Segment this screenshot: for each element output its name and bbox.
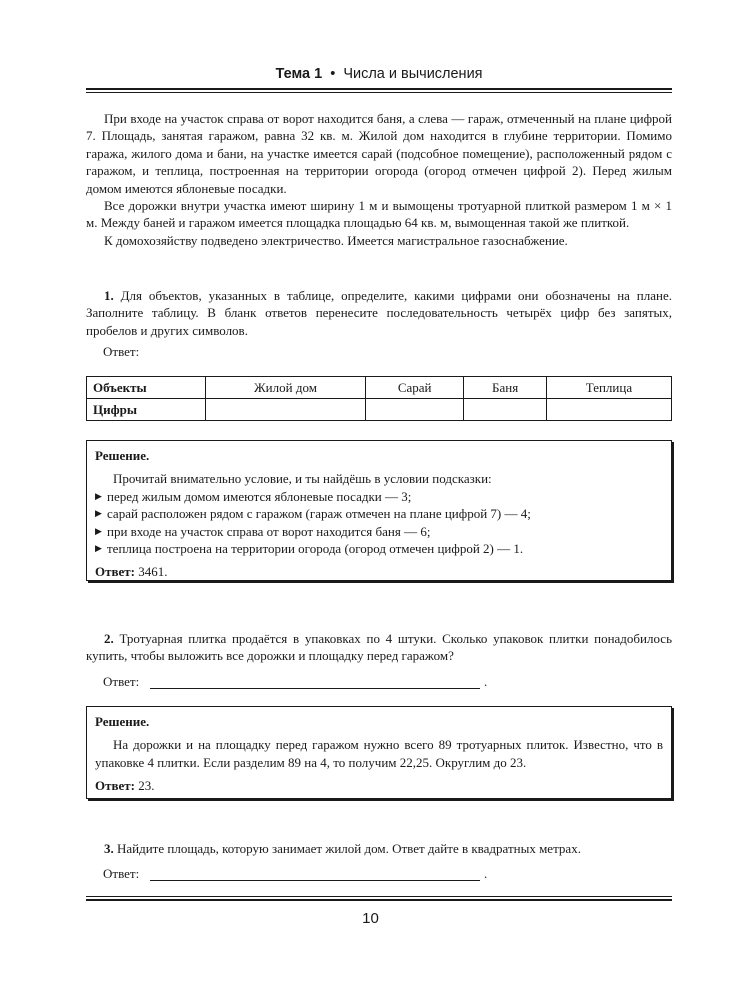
running-header bbox=[86, 66, 672, 82]
list-item: ▶ сарай расположен рядом с гаражом (гараж отмечен на плане цифрой 7) — 4; bbox=[95, 506, 531, 522]
digit-cell-bathhouse[interactable] bbox=[464, 399, 547, 421]
intro-paragraph-2: Все дорожки внутри участка имеют ширину 1 м и вымощены тротуарной плиткой размером 1 м × 1 м. Между баней и гаражом имеется площадка площадью 64 кв. м, вымощенная такой же плиткой. bbox=[86, 198, 672, 231]
list-item: ▶ перед жилым домом имеются яблоневые посадки — 3; bbox=[95, 488, 412, 504]
solution-2-text: На дорожки и на площадку перед гаражом нужно всего 89 тротуарных плиток. Известно, что в упаковке 4 плитки. Если разделим 89 на 4, то получим 22,25. Округлим до 23. bbox=[95, 737, 663, 770]
topic-label: Тема 1 bbox=[275, 66, 323, 82]
solution-2-answer-value: 23. bbox=[138, 778, 155, 794]
triangle-bullet-icon: ▶ bbox=[95, 508, 102, 519]
solution-1-title: Решение. bbox=[95, 448, 150, 463]
question-1-answer-label: Ответ: bbox=[103, 344, 140, 359]
question-1-text: Для объектов, указанных в таблице, определите, какими цифрами они обозначены на плане. Заполните таблицу. В бланк ответов перенесите последовательность четырёх цифр без запятых, пробелов и других символов. bbox=[86, 288, 672, 338]
topic-title: Числа и вычисления bbox=[343, 66, 483, 82]
table-col-greenhouse: Теплица bbox=[546, 377, 671, 399]
question-2-answer-label: Ответ: bbox=[103, 674, 140, 689]
question-3-text: Найдите площадь, которую занимает жилой дом. Ответ дайте в квадратных метрах. bbox=[117, 841, 581, 856]
table-head-objects: Объекты bbox=[87, 377, 206, 399]
question-2-answer-field[interactable] bbox=[150, 688, 480, 689]
solution-1-answer bbox=[95, 563, 663, 580]
solution-1-lead: Прочитай внимательно условие, и ты найдёшь в условии подсказки: bbox=[113, 471, 492, 487]
intro-text bbox=[86, 110, 672, 249]
triangle-bullet-icon: ▶ bbox=[95, 490, 102, 501]
solution-2-answer bbox=[95, 777, 663, 794]
digit-cell-greenhouse[interactable] bbox=[546, 399, 671, 421]
solution-1-hints bbox=[95, 488, 663, 558]
footer-rule-thin bbox=[86, 896, 672, 897]
question-1-number: 1. bbox=[104, 288, 114, 303]
table-col-house: Жилой дом bbox=[206, 377, 366, 399]
intro-paragraph-1: При входе на участок справа от ворот находится баня, а слева — гараж, отмеченный на плане цифрой 7. Площадь, занятая гаражом, равна 32 кв. м. Жилой дом находится в глубине территории. Помимо гаража, жилого дома и бани, на участке имеется сарай (подсобное помещение), расположенный рядом с гаражом, и теплица, построенная на территории огорода (огород отмечен цифрой 2). Перед жилым домом имеются яблоневые посадки. bbox=[86, 111, 672, 196]
header-rule-thin bbox=[86, 92, 672, 93]
solution-2-answer-label: Ответ: bbox=[95, 778, 136, 794]
question-3 bbox=[86, 840, 672, 857]
solution-1-answer-value: 3461. bbox=[138, 564, 168, 580]
question-2-text: Тротуарная плитка продаётся в упаковках по 4 штуки. Сколько упаковок плитки понадобилось купить, чтобы выложить все дорожки и площадку перед гаражом? bbox=[86, 631, 672, 664]
question-2-number: 2. bbox=[104, 631, 114, 646]
table-row-objects bbox=[87, 377, 672, 399]
list-item: ▶ при входе на участок справа от ворот находится баня — 6; bbox=[95, 523, 431, 539]
question-3-answer-label: Ответ: bbox=[103, 866, 140, 881]
digit-cell-shed[interactable] bbox=[365, 399, 463, 421]
question-3-answer-dot: . bbox=[484, 866, 488, 881]
list-item: ▶ теплица построена на территории огорода (огород отмечен цифрой 2) — 1. bbox=[95, 541, 524, 557]
header-rule bbox=[86, 88, 672, 90]
table-col-bathhouse: Баня bbox=[464, 377, 547, 399]
page-number: 10 bbox=[362, 910, 379, 927]
triangle-bullet-icon: ▶ bbox=[95, 525, 102, 536]
question-3-answer-field[interactable] bbox=[150, 880, 480, 881]
table-row-digits bbox=[87, 399, 672, 421]
solution-2-title: Решение. bbox=[95, 714, 150, 729]
question-2 bbox=[86, 630, 672, 665]
objects-table bbox=[86, 376, 672, 421]
solution-1-answer-label: Ответ: bbox=[95, 564, 136, 580]
question-3-number: 3. bbox=[104, 841, 114, 856]
header-bullet: • bbox=[330, 66, 336, 82]
table-col-shed: Сарай bbox=[365, 377, 463, 399]
triangle-bullet-icon: ▶ bbox=[95, 543, 102, 554]
footer-rule bbox=[86, 899, 672, 901]
solution-box-2 bbox=[86, 706, 672, 799]
question-1 bbox=[86, 287, 672, 339]
solution-box-1 bbox=[86, 440, 672, 581]
question-2-answer-dot: . bbox=[484, 674, 488, 689]
table-head-digits: Цифры bbox=[87, 399, 206, 421]
digit-cell-house[interactable] bbox=[206, 399, 366, 421]
intro-paragraph-3: К домохозяйству подведено электричество. Имеется магистральное газоснабжение. bbox=[104, 232, 568, 248]
